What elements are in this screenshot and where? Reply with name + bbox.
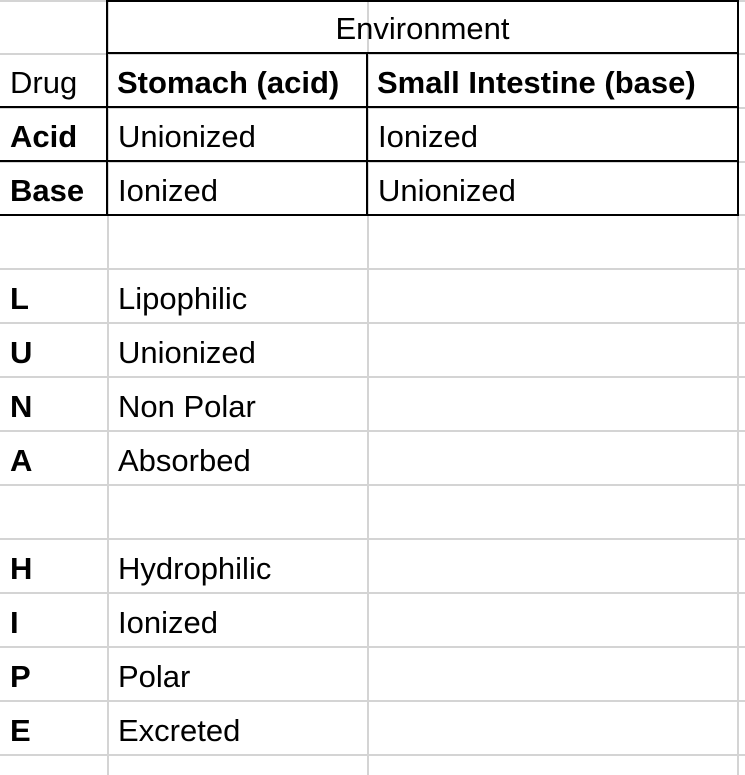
drug-header: Drug [10,65,78,100]
gridline [0,484,745,486]
mnemonic-word: Absorbed [118,443,251,478]
mnemonic-word: Non Polar [118,389,256,424]
table-border [737,0,739,216]
row-label-base: Base [10,173,85,208]
table-border [366,52,368,216]
gridline [0,538,745,540]
mnemonic-letter: P [10,659,31,694]
mnemonic-letter: A [10,443,33,478]
gridline [0,592,745,594]
mnemonic-letter: I [10,605,19,640]
gridline [0,322,745,324]
mnemonic-letter: U [10,335,33,370]
mnemonic-word: Excreted [118,713,241,748]
mnemonic-word: Unionized [118,335,256,370]
mnemonic-word: Hydrophilic [118,551,272,586]
mnemonic-word: Polar [118,659,191,694]
gridline [0,754,745,756]
table-cell: Ionized [378,119,478,154]
mnemonic-letter: H [10,551,33,586]
table-cell: Unionized [378,173,516,208]
mnemonic-letter: E [10,713,31,748]
environment-header: Environment [335,11,510,46]
gridline [0,700,745,702]
gridline [0,268,745,270]
mnemonic-letter: L [10,281,29,316]
column-header-stomach: Stomach (acid) [117,65,340,100]
table-cell: Ionized [118,173,218,208]
mnemonic-letter: N [10,389,33,424]
gridline [0,430,745,432]
mnemonic-word: Ionized [118,605,218,640]
gridline [0,376,745,378]
mnemonic-word: Lipophilic [118,281,248,316]
row-label-acid: Acid [10,119,78,154]
table-cell: Unionized [118,119,256,154]
column-header-small-intestine: Small Intestine (base) [377,65,696,100]
gridline [0,646,745,648]
